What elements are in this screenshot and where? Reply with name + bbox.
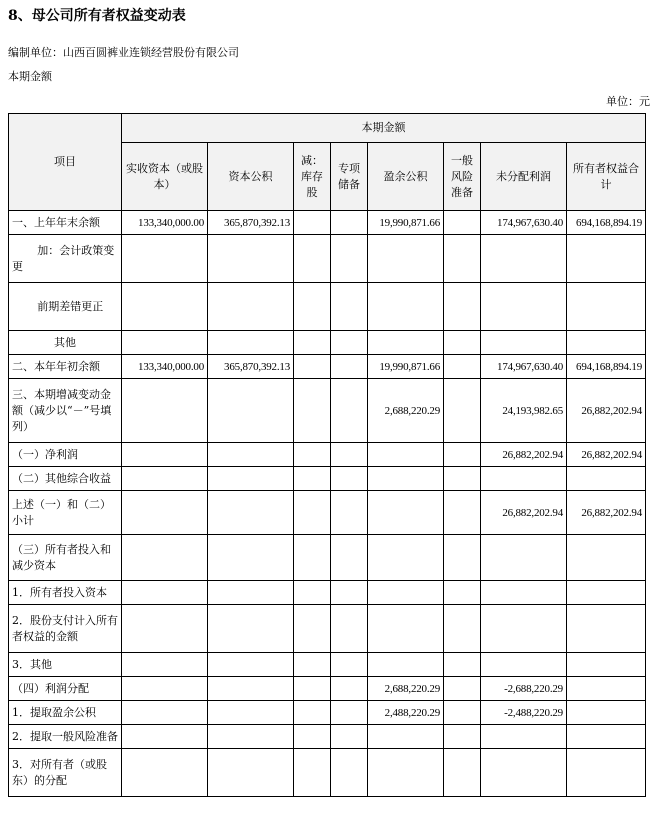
table-row [9, 491, 646, 535]
column-header: 实收资本（或股本） [122, 143, 208, 211]
cell-value [444, 749, 481, 797]
cell-value [331, 653, 368, 677]
cell-value [294, 283, 331, 331]
cell-value [122, 235, 208, 283]
column-header: 资本公积 [208, 143, 294, 211]
cell-value [331, 581, 368, 605]
cell-value [331, 749, 368, 797]
cell-value [567, 235, 646, 283]
table-row [9, 581, 646, 605]
cell-value: 19,990,871.66 [368, 211, 444, 235]
cell-value [122, 653, 208, 677]
cell-value [481, 235, 567, 283]
cell-value [208, 605, 294, 653]
cell-value [331, 283, 368, 331]
cell-value [567, 653, 646, 677]
cell-value [294, 355, 331, 379]
cell-value [208, 701, 294, 725]
row-label: 3．其他 [9, 653, 122, 677]
cell-value [122, 749, 208, 797]
row-label: （一）净利润 [9, 443, 122, 467]
cell-value [368, 235, 444, 283]
cell-value [481, 581, 567, 605]
row-label: 1．提取盈余公积 [9, 701, 122, 725]
cell-value [444, 535, 481, 581]
cell-value: 365,870,392.13 [208, 211, 294, 235]
cell-value: 2,688,220.29 [368, 379, 444, 443]
table-row [9, 379, 646, 443]
cell-value [481, 605, 567, 653]
cell-value [294, 379, 331, 443]
table-row [9, 235, 646, 283]
cell-value [294, 235, 331, 283]
cell-value [567, 605, 646, 653]
cell-value [294, 467, 331, 491]
row-label: 加：会计政策变更 [9, 235, 122, 283]
cell-value [294, 535, 331, 581]
cell-value [368, 653, 444, 677]
cell-value [444, 491, 481, 535]
table-row [9, 725, 646, 749]
cell-value: 174,967,630.40 [481, 355, 567, 379]
cell-value [481, 535, 567, 581]
column-header: 未分配利润 [481, 143, 567, 211]
cell-value [122, 379, 208, 443]
cell-value [122, 725, 208, 749]
cell-value [444, 725, 481, 749]
cell-value [208, 467, 294, 491]
row-label: 3．对所有者（或股东）的分配 [9, 749, 122, 797]
table-row [9, 535, 646, 581]
cell-value [481, 725, 567, 749]
cell-value [567, 535, 646, 581]
cell-value: 694,168,894.19 [567, 355, 646, 379]
cell-value [331, 211, 368, 235]
cell-value: -2,488,220.29 [481, 701, 567, 725]
cell-value [444, 605, 481, 653]
cell-value [208, 283, 294, 331]
cell-value [208, 677, 294, 701]
cell-value [444, 379, 481, 443]
cell-value [294, 605, 331, 653]
column-header: 专项储备 [331, 143, 368, 211]
cell-value [294, 677, 331, 701]
cell-value: 174,967,630.40 [481, 211, 567, 235]
cell-value [444, 331, 481, 355]
table-row [9, 355, 646, 379]
cell-value: 2,688,220.29 [368, 677, 444, 701]
row-label: 二、本年年初余额 [9, 355, 122, 379]
cell-value [368, 491, 444, 535]
row-label: 一、上年年末余额 [9, 211, 122, 235]
cell-value [567, 331, 646, 355]
cell-value [122, 677, 208, 701]
cell-value [208, 379, 294, 443]
row-label: 上述（一）和（二）小计 [9, 491, 122, 535]
cell-value [294, 211, 331, 235]
cell-value [294, 491, 331, 535]
cell-value [122, 491, 208, 535]
cell-value [294, 443, 331, 467]
cell-value [444, 677, 481, 701]
cell-value [368, 749, 444, 797]
cell-value [368, 581, 444, 605]
cell-value: 26,882,202.94 [567, 379, 646, 443]
cell-value [368, 725, 444, 749]
cell-value [444, 283, 481, 331]
table-row [9, 443, 646, 467]
cell-value [331, 701, 368, 725]
cell-value [208, 581, 294, 605]
cell-value [208, 653, 294, 677]
cell-value [331, 235, 368, 283]
column-header: 减：库存股 [294, 143, 331, 211]
group-header: 本期金额 [122, 114, 646, 143]
column-header: 盈余公积 [368, 143, 444, 211]
table-body [9, 211, 646, 797]
table-row [9, 467, 646, 491]
cell-value: 133,340,000.00 [122, 355, 208, 379]
cell-value: 26,882,202.94 [481, 443, 567, 467]
cell-value [122, 331, 208, 355]
cell-value [331, 379, 368, 443]
cell-value [567, 467, 646, 491]
cell-value [331, 443, 368, 467]
cell-value: 365,870,392.13 [208, 355, 294, 379]
cell-value [444, 701, 481, 725]
cell-value [331, 535, 368, 581]
row-label: （二）其他综合收益 [9, 467, 122, 491]
cell-value: 24,193,982.65 [481, 379, 567, 443]
cell-value: 26,882,202.94 [481, 491, 567, 535]
table-row [9, 331, 646, 355]
cell-value [567, 283, 646, 331]
cell-value: -2,688,220.29 [481, 677, 567, 701]
cell-value: 26,882,202.94 [567, 443, 646, 467]
cell-value [368, 605, 444, 653]
cell-value [122, 535, 208, 581]
row-label: （三）所有者投入和减少资本 [9, 535, 122, 581]
row-label: 1．所有者投入资本 [9, 581, 122, 605]
cell-value [368, 535, 444, 581]
table-row [9, 701, 646, 725]
cell-value [122, 701, 208, 725]
cell-value [481, 653, 567, 677]
unit-label: 单位：元 [606, 95, 650, 108]
row-label: 前期差错更正 [9, 283, 122, 331]
row-label: 其他 [9, 331, 122, 355]
cell-value: 694,168,894.19 [567, 211, 646, 235]
cell-value [208, 749, 294, 797]
table-row [9, 605, 646, 653]
cell-value [122, 467, 208, 491]
cell-value [122, 605, 208, 653]
table-row [9, 749, 646, 797]
table-row [9, 283, 646, 331]
cell-value [331, 605, 368, 653]
cell-value [208, 331, 294, 355]
column-header: 一般风险准备 [444, 143, 481, 211]
cell-value [444, 581, 481, 605]
cell-value [294, 701, 331, 725]
equity-change-table [8, 113, 646, 797]
cell-value [294, 725, 331, 749]
table-row [9, 653, 646, 677]
cell-value [368, 283, 444, 331]
cell-value [331, 467, 368, 491]
cell-value [208, 443, 294, 467]
cell-value [481, 749, 567, 797]
row-label: 2．提取一般风险准备 [9, 725, 122, 749]
cell-value [444, 467, 481, 491]
cell-value [208, 725, 294, 749]
cell-value [294, 653, 331, 677]
cell-value [444, 653, 481, 677]
table-row [9, 677, 646, 701]
cell-value [122, 283, 208, 331]
cell-value [294, 331, 331, 355]
table-row [9, 211, 646, 235]
cell-value [368, 331, 444, 355]
cell-value: 133,340,000.00 [122, 211, 208, 235]
cell-value [567, 725, 646, 749]
cell-value [208, 535, 294, 581]
cell-value [331, 677, 368, 701]
cell-value: 2,488,220.29 [368, 701, 444, 725]
cell-value [444, 355, 481, 379]
compiler-line: 编制单位：山西百圆裤业连锁经营股份有限公司 [8, 46, 239, 59]
row-label: 三、本期增减变动金额（减少以“－”号填列） [9, 379, 122, 443]
cell-value [331, 331, 368, 355]
page-title: 8、母公司所有者权益变动表 [8, 8, 186, 24]
cell-value [294, 749, 331, 797]
cell-value: 26,882,202.94 [567, 491, 646, 535]
cell-value [208, 235, 294, 283]
cell-value [481, 283, 567, 331]
cell-value [444, 211, 481, 235]
cell-value [331, 355, 368, 379]
cell-value [444, 235, 481, 283]
cell-value: 19,990,871.66 [368, 355, 444, 379]
cell-value [368, 467, 444, 491]
cell-value [331, 491, 368, 535]
cell-value [567, 701, 646, 725]
header-row-top [9, 114, 646, 143]
column-header: 所有者权益合计 [567, 143, 646, 211]
cell-value [122, 581, 208, 605]
item-header: 项目 [9, 114, 122, 211]
cell-value [444, 443, 481, 467]
cell-value [481, 467, 567, 491]
cell-value [368, 443, 444, 467]
cell-value [208, 491, 294, 535]
cell-value [481, 331, 567, 355]
cell-value [567, 749, 646, 797]
cell-value [122, 443, 208, 467]
cell-value [567, 677, 646, 701]
row-label: （四）利润分配 [9, 677, 122, 701]
cell-value [331, 725, 368, 749]
row-label: 2．股份支付计入所有者权益的金额 [9, 605, 122, 653]
cell-value [567, 581, 646, 605]
period-line: 本期金额 [8, 70, 52, 83]
cell-value [294, 581, 331, 605]
